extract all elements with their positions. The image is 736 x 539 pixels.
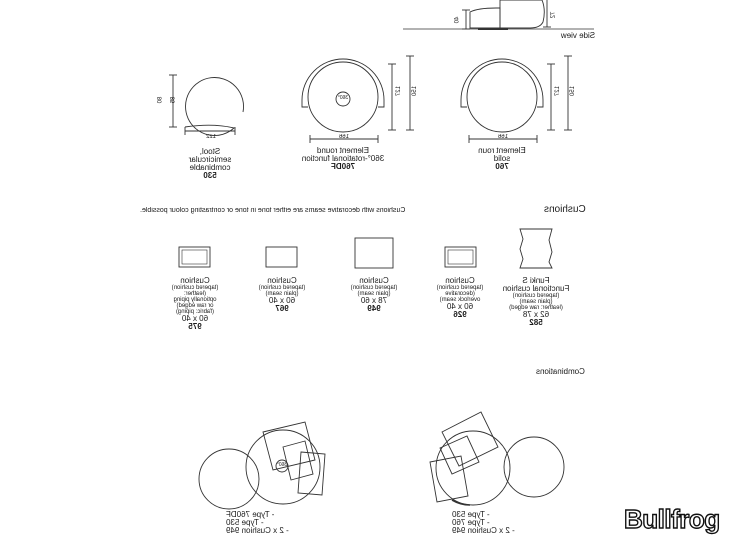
cushion-967-name: Cushion — [267, 276, 297, 285]
element-round-rotational-drawing — [302, 56, 414, 143]
combinations-title: Combinations — [536, 367, 585, 376]
stool-code: 530 — [203, 171, 217, 180]
combo-right-label — [452, 511, 536, 535]
stool-width: 122 — [206, 134, 217, 140]
side-view-dim-b: 40 — [454, 16, 461, 24]
cushion-949-drawing — [355, 238, 393, 268]
brand-logo: Bullfrog — [624, 504, 720, 534]
funki-582-detail-1: (tapered cushion) — [512, 293, 560, 299]
cushion-926-detail-2: (decorative — [445, 291, 475, 297]
cushion-975-detail-5: (fabric: piping) — [176, 309, 215, 315]
stool-name-line-2: semicircular — [188, 155, 232, 164]
cushion-967-drawing — [266, 247, 297, 267]
funki-582-size: 62 x 78 — [522, 310, 550, 319]
stool-height-inner: 85 — [170, 96, 177, 104]
rotational-height-outer: 150 — [412, 85, 419, 97]
solid-height-outer: 150 — [570, 85, 577, 97]
cushion-926-name: Cushion — [445, 276, 475, 285]
cushion-949-label — [339, 277, 409, 313]
solid-height-inner: 127 — [555, 85, 562, 97]
funki-582-detail-3: (leather: raw edged) — [509, 305, 563, 311]
cushion-975-detail-3: optionally piping — [173, 297, 217, 303]
solid-width: 166 — [498, 134, 509, 140]
cushion-967-size: 60 x 40 — [268, 296, 296, 305]
funki-582-code: 582 — [529, 318, 543, 327]
rotation-badge: 360° — [337, 95, 349, 101]
funki-582-name: Funki S — [522, 276, 550, 285]
cushion-926-detail-1: (tapered cushion) — [436, 285, 484, 291]
cushion-926-label — [425, 277, 495, 319]
cushion-975-code: 975 — [188, 322, 202, 331]
cushion-926-detail-3: overlock seam) — [439, 297, 481, 303]
cushion-949-code: 949 — [367, 304, 381, 313]
solid-code: 760 — [495, 162, 509, 171]
element-round-solid-drawing — [461, 56, 572, 143]
rotational-label — [282, 147, 404, 171]
funki-582-drawing — [520, 229, 552, 268]
combo-left-line-1: - Type 760DF — [226, 510, 275, 519]
cushion-949-size: 78 x 60 — [360, 296, 388, 305]
stool-label — [170, 148, 250, 180]
side-view-drawing — [403, 0, 594, 30]
cushions-note: Cushions with decorative seams are either tone in tone or contrasting colour possible. — [140, 207, 406, 214]
funki-582-detail-2: (plain seam) — [519, 299, 553, 305]
stool-drawing — [169, 75, 244, 136]
cushion-949-detail-1: (tapered cushion) — [350, 285, 398, 291]
cushion-926-size: 60 x 40 — [446, 302, 474, 311]
combo-left-line-2: - Type 530 — [226, 518, 264, 527]
combo-left-line-3: - 2 x Cushion 949 — [226, 526, 289, 535]
cushion-967-code: 967 — [275, 304, 289, 313]
solid-name-line-2: solid — [493, 154, 511, 163]
stool-name-line-1: Stool, — [199, 147, 221, 156]
combo-left-rotation-badge: 360° — [276, 462, 288, 468]
rotational-name-line-1: Element round — [316, 146, 370, 155]
solid-label — [462, 147, 542, 171]
cushion-949-name: Cushion — [359, 276, 389, 285]
rotational-name-line-2: 360°-rotational function — [301, 154, 385, 163]
combo-right-line-2: - Type 760 — [452, 518, 490, 527]
cushion-975-label — [160, 277, 230, 331]
funki-582-name-2: Functional cushion — [502, 284, 570, 293]
cushion-975-detail-2: (leather: — [184, 291, 207, 297]
solid-name-line-1: Element roun — [478, 146, 526, 155]
rotational-height-inner: 127 — [396, 85, 403, 97]
cushion-975-size: 60 x 40 — [181, 314, 209, 323]
cushion-975-name: Cushion — [180, 276, 210, 285]
rotational-code: 760DF — [331, 162, 356, 171]
cushion-967-detail-2: (plain seam) — [265, 291, 299, 297]
cushion-949-detail-2: (plain seam) — [357, 291, 391, 297]
combo-right-drawing — [430, 412, 564, 505]
combo-right-line-3: - 2 x Cushion 949 — [452, 526, 515, 535]
stool-name-line-3: combinable — [189, 163, 231, 172]
cushion-926-code: 926 — [453, 310, 467, 319]
cushions-title: Cushions — [544, 204, 586, 215]
side-view-label: Side view — [560, 31, 596, 40]
combo-right-line-1: - Type 530 — [452, 510, 490, 519]
combo-left-drawing — [199, 422, 325, 509]
combo-left-label — [226, 511, 310, 535]
cushion-967-detail-1: (tapered cushion) — [258, 285, 306, 291]
rotational-width: 166 — [339, 134, 350, 140]
funki-582-label — [494, 277, 578, 327]
cushion-967-label — [247, 277, 317, 313]
cushion-975-detail-4: or raw edged) — [176, 303, 214, 309]
side-view-dim-a: 72 — [550, 11, 557, 19]
stool-height-outer: 80 — [157, 96, 164, 104]
cushion-975-detail-1: (tapered cushion) — [171, 285, 219, 291]
